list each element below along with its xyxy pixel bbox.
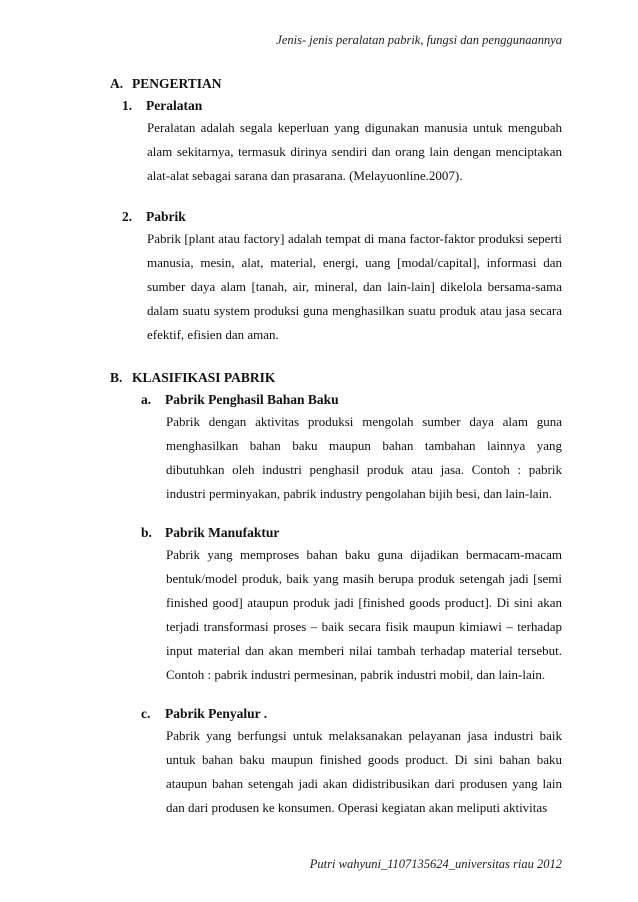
item-heading xyxy=(110,389,562,410)
item-marker: 2. xyxy=(122,209,133,224)
item-heading xyxy=(110,703,562,724)
item-paragraph: Pabrik yang berfungsi untuk melaksanakan pelayanan jasa industri baik untuk bahan baku maupun finished goods product. Di sini bahan baku ataupun bahan setengah jadi akan didistribusikan dari produsen yang lain dan dari produsen ke konsumen. Operasi kegiatan akan meliputi aktivitas xyxy=(166,728,562,815)
item-pabrik xyxy=(110,206,562,347)
section-title: PENGERTIAN xyxy=(132,76,222,91)
item-marker: 1. xyxy=(122,98,133,113)
item-paragraph: Pabrik yang memproses bahan baku guna dijadikan bermacam-macam bentuk/model produk, baik yang masih berupa produk setengah jadi [semi finished good] ataupun produk jadi [finished goods product]. Di sini akan terjadi transformasi proses – baik secara fisik maupun kimiawi – terhadap input material dan akan memberi nilai tambah terhadap material tersebut. Contoh : pabrik industri permesinan, pabrik industri mobil, dan lain-lain. xyxy=(166,547,562,682)
item-marker: b. xyxy=(141,525,152,540)
item-marker: c. xyxy=(141,706,151,721)
item-pabrik-penyalur xyxy=(110,703,562,820)
item-paragraph: Pabrik [plant atau factory] adalah tempat di mana factor-faktor produksi seperti manusia, mesin, alat, material, energi, uang [modal/capital], informasi dan sumber daya alam [tanah, air, mineral, dan lain-lain] dikelola bersama-sama dalam suatu system produksi guna menghasilkan suatu produk atau jasa secara efektif, efisien dan aman. xyxy=(147,231,562,342)
item-paragraph: Pabrik dengan aktivitas produksi mengolah sumber daya alam guna menghasilkan bahan baku maupun bahan tambahan lainnya yang dibutuhkan oleh industri penghasil produk atau jasa. Contoh : pabrik industri perminyakan, pabrik industry pengolahan bijih besi, dan lain-lain. xyxy=(166,414,562,501)
item-title: Pabrik xyxy=(146,209,186,224)
item-title: Pabrik Manufaktur xyxy=(165,525,280,540)
running-footer: Putri wahyuni_1107135624_universitas riau 2012 xyxy=(309,857,562,871)
section-title: KLASIFIKASI PABRIK xyxy=(132,370,276,385)
item-peralatan xyxy=(110,95,562,188)
item-title: Pabrik Penyalur . xyxy=(165,706,268,721)
item-marker: a. xyxy=(141,392,152,407)
item-heading xyxy=(110,522,562,543)
section-letter: B. xyxy=(110,370,123,385)
item-pabrik-penghasil-bahan-baku xyxy=(110,389,562,506)
item-title: Peralatan xyxy=(146,98,203,113)
item-title: Pabrik Penghasil Bahan Baku xyxy=(165,392,339,407)
item-heading xyxy=(110,206,562,227)
document-body xyxy=(110,75,562,820)
item-paragraph: Peralatan adalah segala keperluan yang digunakan manusia untuk mengubah alam sekitarnya, termasuk dirinya sendiri dan orang lain dengan menciptakan alat-alat sebagai sarana dan prasarana. (Melayuonline.2007). xyxy=(147,120,562,183)
section-heading-b xyxy=(110,369,562,387)
item-heading xyxy=(110,95,562,116)
section-letter: A. xyxy=(110,76,124,91)
section-heading-a xyxy=(110,75,562,93)
running-header: Jenis- jenis peralatan pabrik, fungsi dan penggunaannya xyxy=(276,33,562,47)
item-pabrik-manufaktur xyxy=(110,522,562,687)
